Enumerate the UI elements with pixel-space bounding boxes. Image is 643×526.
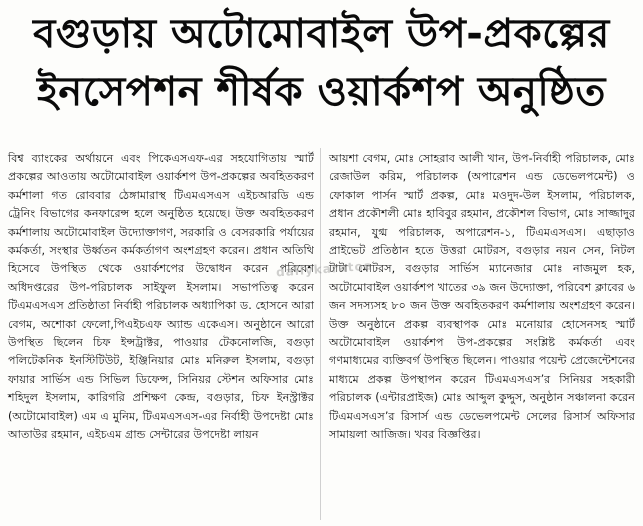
article-right-text: আয়শা বেগম, মোঃ সোহরাব আলী খান, উপ-নির্বাহী পরিচালক, মোঃ রেজাউল করিম, পরিচালক (অপারেশন এন্ড ডেভেলপমেন্ট) ও ফোকাল পার্সন স্মার্ট প্রকল্প, মোঃ মওদুদ-উল ইসলাম, পরিচালক, প্রধান প্রকৌশলী মোঃ হাবিবুর রহমান, প্রকৌশল বিভাগ, মোঃ সাজ্জাদুর রহমান, যুগ্ম পরিচালক, অপারেশন-১, টিএমএসএস। এছাড়াও প্রাইভেট প্রতিষ্ঠান হতে উত্তরা মোটরস, বগুড়ার নয়ন সেন, নিটল টাটা মোটরস, বগুড়ার সার্ভিস ম্যানেজার মোঃ নাজমুল হক, অটোমোবাইল ওয়ার্কশপ খাতের ৩৯ জন উদ্যোক্তা, পরিবেশ ক্লাবের ৬ জন সদস্যসহ ৮০ জন উক্ত অবহিতকরণ কর্মশালায় অংশগ্রহণ করেন। উক্ত অনুষ্ঠানে প্রকল্প ব্যবস্থাপক মোঃ মনোয়ার হোসেনসহ স্মার্ট অটোমোবাইল ওয়ার্কশপ উপ-প্রকল্পের সংশ্লিষ্ট কর্মকর্তা এবং গণমাধ্যমের ব্যক্তিবর্গ উপস্থিত ছিলেন। পাওয়ার পয়েন্ট প্রেজেন্টেশনের মাধ্যমে প্রকল্প উপস্থাপন করেন টিএমএসএস’র সিনিয়র সহকারী পরিচালক (এন্টারপ্রাইজ) মোঃ আব্দুল কুদ্দুস, অনুষ্ঠান সঞ্চালনা করেন টিএমএসএস’র রিসার্স এন্ড ডেভেলপমেন্ট সেলের রিসার্স অফিসার সামায়লা আজিজ। খবর বিজ্ঞপ্তির। (329, 152, 635, 442)
column-divider (320, 148, 321, 520)
article-left-text: বিশ্ব ব্যাংকের অর্থায়নে এবং পিকেএসএফ-এর সহযোগিতায় স্মার্ট প্রকল্পের আওতায় অটোমোবাইল ওয়ার্কশপ উপ-প্রকল্পের অবহিতকরণ কর্মশালা গত রোববার ঠেঙ্গামারাস্থ টিএমএসএস এইচআরডি এন্ড ট্রেনিং বিভাগের কনফারেন্স হলে অনুষ্ঠিত হয়েছে। উক্ত অবহিতকরণ কর্মশালায় অটোমোবাইল উদ্যোক্তাগণ, সরকারি ও বেসরকারি পর্যায়ের কর্মকর্তা, সংস্থার উর্ধ্বতন কর্মকর্তাগণ অংশগ্রহণ করেন। প্রধান অতিথি হিসেবে উপস্থিত থেকে ওয়ার্কশপের উদ্বোধন করেন পরিবেশ অধিদপ্তরের উপ-পরিচালক সাইফুল ইসলাম। সভাপতিত্ব করেন টিএমএসএস প্রতিষ্ঠাতা নির্বাহী পরিচালক অধ্যাপিকা ড. হোসনে আরা বেগম, অশোকা ফেলো,পিএইচএফ অ্যান্ড একেএস। অনুষ্ঠানে আরো উপস্থিত ছিলেন চিফ ইন্সট্রাক্টর, পাওয়ার টেকনোলজি, বগুড়া পলিটেকনিক ইনস্টিটিউট, ইঞ্জিনিয়ার মোঃ মনিরুল ইসলাম, বগুড়া ফায়ার সার্ভিস এন্ড সিভিল ডিফেন্স, সিনিয়র স্টেশন অফিসার মোঃ শহিদুল ইসলাম, কারিগরি প্রশিক্ষণ কেন্দ্র, বগুড়ার, চিফ ইনস্ট্রাক্টর (অটোমোবাইল) এম এ মুনিম, টিএমএসএস-এর নির্বাহী উপদেষ্টা মোঃ আতাউর রহমান, এইচএম গ্রান্ড সেন্টারের উপদেষ্টা লায়ন (8, 152, 314, 442)
article-column-left (8, 150, 314, 445)
article-column-right (329, 150, 635, 445)
headline-line-2: ইনসেপশন শীর্ষক ওয়ার্কশপ অনুষ্ঠিত (37, 69, 606, 115)
headline-line-1: বগুড়ায় অটোমোবাইল উপ-প্রকল্পের (33, 11, 610, 57)
watermark-logo: dailykaratoa (275, 258, 374, 280)
